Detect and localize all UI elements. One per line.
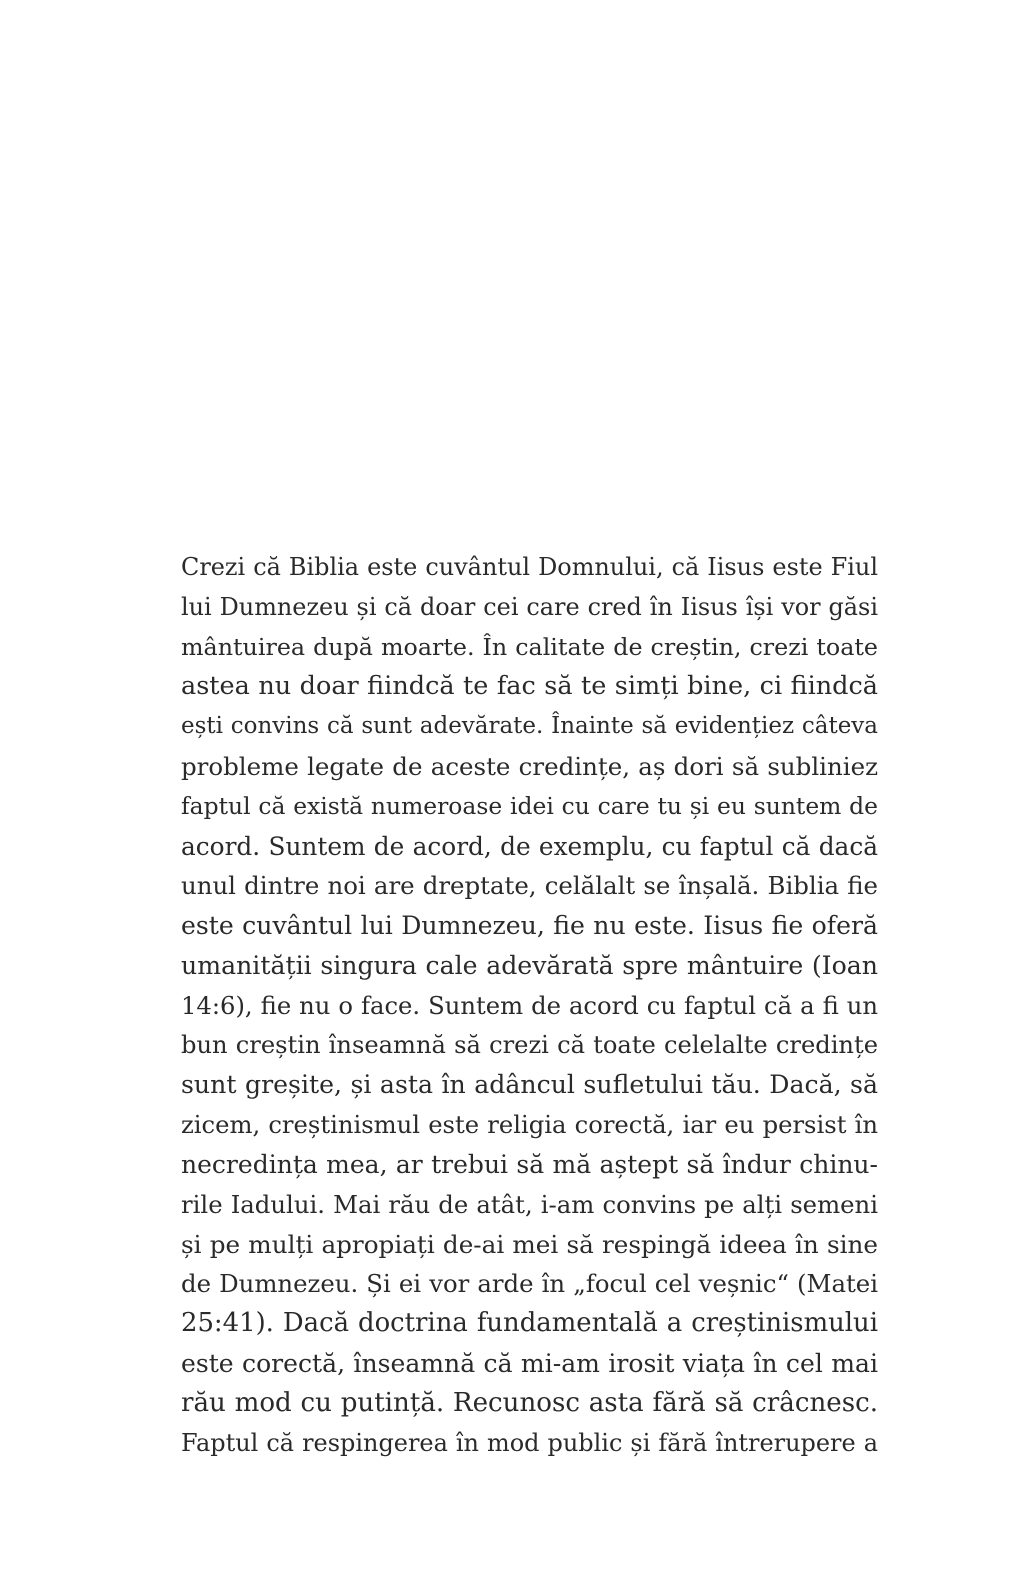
text-line: de Dumnezeu. Și ei vor arde în „focul cel veșnic“ (Matei (181, 1269, 878, 1299)
text-line: ești convins că sunt adevărate. Înainte să evidențiez câteva (181, 713, 878, 740)
text-line: acord. Suntem de acord, de exemplu, cu faptul că dacă (181, 831, 878, 861)
text-line: 14:6), fie nu o face. Suntem de acord cu faptul că a fi un (181, 990, 878, 1020)
text-line: mântuirea după moarte. În calitate de creștin, crezi toate (181, 632, 878, 661)
text-line: Crezi că Biblia este cuvântul Domnului, că Iisus este Fiul (181, 553, 878, 581)
text-line: și pe mulți apropiați de-ai mei să respingă ideea în sine (181, 1229, 878, 1259)
text-line: necredința mea, ar trebui să mă aștept să îndur chinu- (181, 1149, 878, 1179)
text-line: este cuvântul lui Dumnezeu, fie nu este. Iisus fie oferă (181, 911, 878, 941)
text-line: rile Iadului. Mai rău de atât, i-am convins pe alți semeni (181, 1189, 878, 1219)
text-line: 25:41). Dacă doctrina fundamentală a creștinismului (181, 1308, 878, 1339)
text-line: rău mod cu putință. Recunosc asta fără să crâcnesc. (181, 1387, 878, 1418)
text-line: umanității singura cale adevărată spre mântuire (Ioan (181, 950, 878, 980)
text-line: lui Dumnezeu și că doar cei care cred în Iisus își vor găsi (181, 592, 878, 621)
text-line: bun creștin înseamnă să crezi că toate celelalte credințe (181, 1030, 878, 1059)
text-line: Faptul că respingerea în mod public și fără întrerupere a (181, 1428, 878, 1457)
text-line: faptul că există numeroase idei cu care tu și eu suntem de (181, 791, 878, 820)
text-line: unul dintre noi are dreptate, celălalt se înșală. Biblia fie (181, 871, 878, 901)
body-paragraph (181, 548, 878, 1463)
text-line: probleme legate de aceste credințe, aș dori să subliniez (181, 751, 878, 781)
text-line: astea nu doar fiindcă te fac să te simți bine, ci fiindcă (181, 671, 878, 702)
text-line: sunt greșite, și asta în adâncul sufletului tău. Dacă, să (181, 1070, 878, 1100)
text-line: este corectă, înseamnă că mi-am irosit viața în cel mai (181, 1348, 878, 1378)
text-line: zicem, creștinismul este religia corectă, iar eu persist în (181, 1110, 878, 1140)
